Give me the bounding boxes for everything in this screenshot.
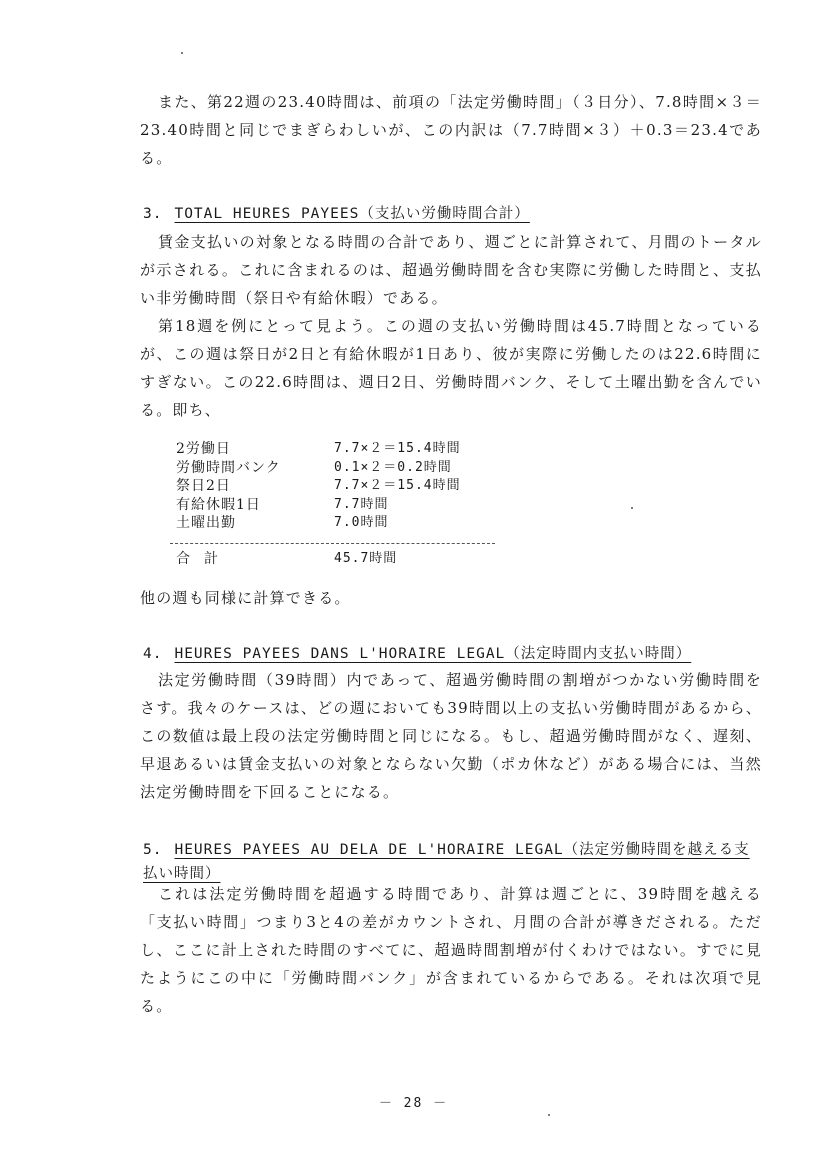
calc-row (176, 477, 534, 496)
section-5-title: HEURES PAYEES AU DELA DE L'HORAIRE LEGAL（法定労働時間を越える支払い時間） (143, 842, 750, 882)
section-4-heading (143, 642, 763, 666)
calc-row-label: 有給休暇1日 (176, 496, 261, 513)
section-3-paragraph-definition: 賃金支払いの対象となる時間の合計であり、週ごとに計算されて、月間のトータルが示される。これに含まれるのは、超過労働時間を含む実際に労働した時間と、支払い非労働時間（祭日や有給休暇）である。 (140, 233, 762, 307)
calc-row (176, 496, 534, 515)
calc-row-label: 祭日2日 (176, 478, 231, 494)
calc-row-value: 7.7時間 (334, 496, 389, 512)
calc-row-value: 7.7×２＝15.4時間 (334, 441, 461, 456)
calc-row (176, 440, 534, 459)
scan-speck (548, 1114, 550, 1116)
calc-row-value: 0.1×２＝0.2時間 (334, 459, 452, 475)
scan-speck (631, 507, 633, 509)
calc-total-label: 合計 (176, 550, 232, 567)
calc-divider (170, 543, 495, 544)
calc-row-label: 労働時間バンク (176, 459, 281, 476)
week18-calculation-table (176, 440, 534, 568)
section-3-number: 3. (143, 206, 163, 222)
calc-row-label: 2労働日 (176, 441, 231, 457)
section-5-number: 5. (143, 842, 163, 858)
calc-total-row (176, 550, 534, 569)
calc-row (176, 514, 534, 533)
section-3-heading (143, 202, 763, 226)
scan-speck (181, 52, 183, 54)
calc-row-value: 7.0時間 (334, 515, 389, 530)
calc-row (176, 459, 534, 478)
calc-row-label: 土曜出勤 (176, 515, 236, 531)
section-4-number: 4. (143, 646, 163, 662)
calc-row-value: 7.7×２＝15.4時間 (334, 478, 461, 493)
section-3-paragraph-example: 第18週を例にとって見よう。この週の支払い労働時間は45.7時間となっているが、この週は祭日が2日と有給休暇が1日あり、彼が実際に労働したのは22.6時間にすぎない。この22.6時間は、週日2日、労働時間バンク、そして土曜出勤を含んでいる。即ち、 (140, 317, 762, 419)
calc-total-value: 45.7時間 (334, 550, 398, 566)
section-4-title: HEURES PAYEES DANS L'HORAIRE LEGAL（法定時間内支払い時間） (174, 646, 692, 662)
section-4-paragraph: 法定労働時間（39時間）内であって、超過労働時間の割増がつかない労働時間をさす。我々のケースは、どの週においても39時間以上の支払い労働時間があるから、この数値は最上段の法定労働時間と同じになる。もし、超過労働時間がなく、遅刻、早退あるいは賃金支払いの対象とならない欠勤（ポカ休など）がある場合には、当然法定労働時間を下回ることになる。 (140, 671, 762, 801)
section-5-heading (143, 838, 763, 886)
page-number: － 28 － (378, 1096, 449, 1111)
section-5-paragraph: これは法定労働時間を超過する時間であり、計算は週ごとに、39時間を越える「支払い時間」つまり3と4の差がカウントされ、月間の合計が導きだされる。ただし、ここに計上された時間のすべてに、超過時間割増が付くわけではない。すでに見たようにこの中に「労働時間バンク」が含まれているからである。それは次項で見る。 (140, 885, 762, 1015)
section-3-title: TOTAL HEURES PAYEES（支払い労働時間合計） (174, 206, 530, 222)
paragraph-week22-note: また、第22週の23.40時間は、前項の「法定労働時間」（３日分）、7.8時間×３＝23.40時間と同じでまぎらわしいが、この内訳は（7.7時間×３）＋0.3＝23.4である。 (140, 93, 762, 167)
section-3-paragraph-other-weeks: 他の週も同様に計算できる。 (140, 589, 351, 607)
